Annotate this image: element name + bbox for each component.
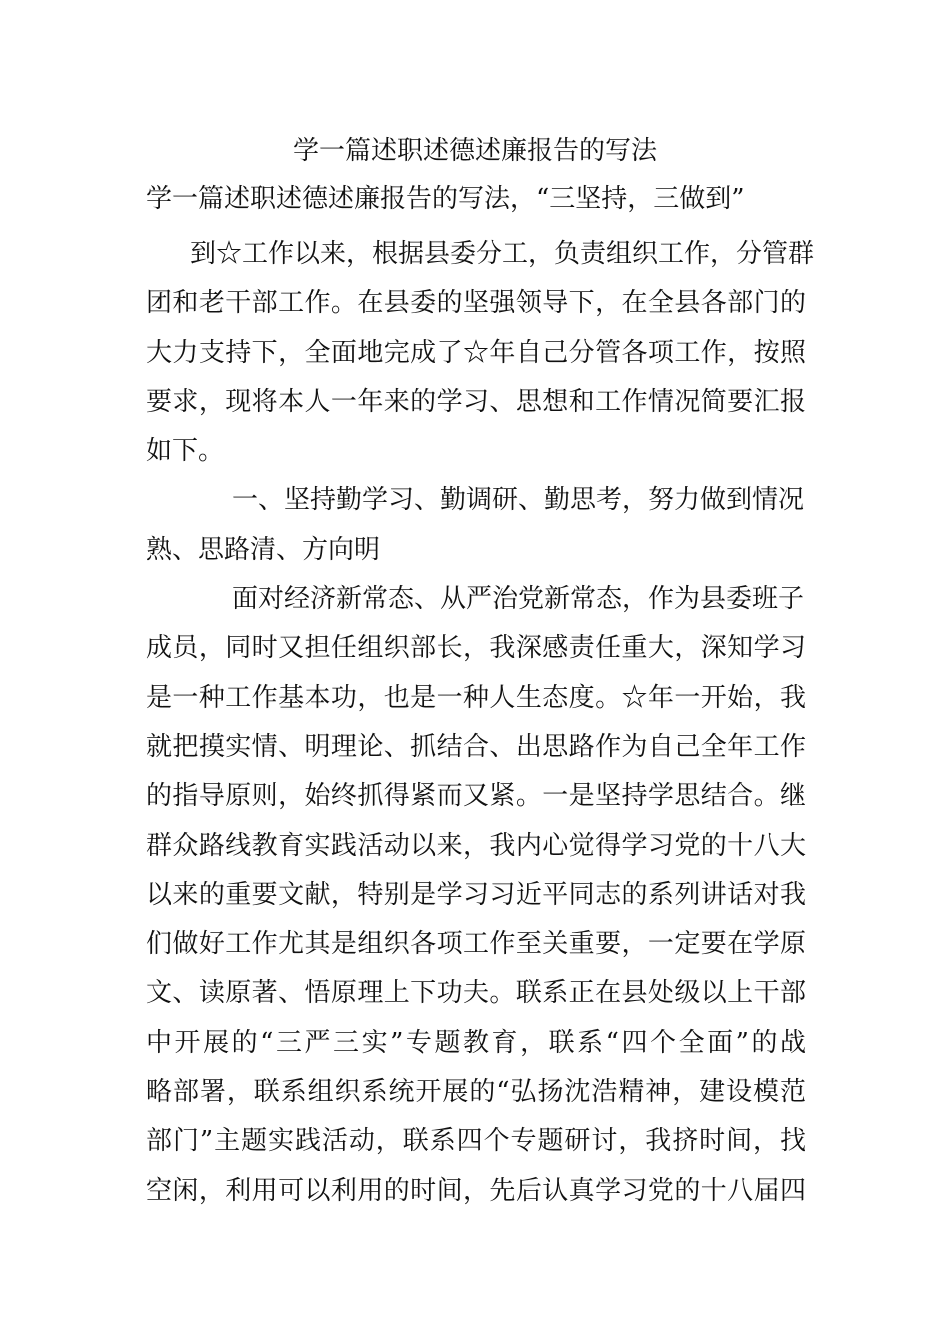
paragraph-line: 群众路线教育实践活动以来，我内心觉得学习党的十八大 [146,830,806,861]
document-subtitle: 学一篇述职述德述廉报告的写法，“三坚持，三做到” [146,184,745,214]
paragraph-line: 到☆工作以来，根据县委分工，负责组织工作，分管群 [190,239,815,269]
paragraph-line: 中开展的“三严三实”专题教育，联系“四个全面”的战 [146,1027,806,1058]
paragraph-line: 空闲，利用可以利用的时间，先后认真学习党的十八届四 [146,1175,806,1206]
section-heading-line: 一、坚持勤学习、勤调研、勤思考，努力做到情况 [232,485,805,516]
paragraph-line: 就把摸实情、明理论、抓结合、出思路作为自己全年工作 [146,731,806,762]
paragraph-line: 要求，现将本人一年来的学习、思想和工作情况简要汇报 [146,386,806,417]
paragraph-line: 如下。 [146,436,225,467]
paragraph-line: 的指导原则，始终抓得紧而又紧。一是坚持学思结合。继 [146,781,806,812]
paragraph-line: 文、读原著、悟原理上下功夫。联系正在县处级以上干部 [146,978,806,1009]
paragraph-line: 以来的重要文献，特别是学习习近平同志的系列讲话对我 [146,879,806,910]
paragraph-line: 是一种工作基本功，也是一种人生态度。☆年一开始，我 [146,682,806,713]
paragraph-line: 大力支持下，全面地完成了☆年自己分管各项工作，按照 [146,337,806,368]
paragraph-line: 略部署，联系组织系统开展的“弘扬沈浩精神，建设模范 [146,1077,806,1108]
paragraph-line: 成员，同时又担任组织部长，我深感责任重大，深知学习 [146,633,806,664]
document-body [146,230,815,1216]
document-title: 学一篇述职述德述廉报告的写法 [292,136,657,166]
paragraph-line: 面对经济新常态、从严治党新常态，作为县委班子 [232,584,805,615]
paragraph-line: 们做好工作尤其是组织各项工作至关重要，一定要在学原 [146,929,806,960]
section-heading-line: 熟、思路清、方向明 [146,534,381,565]
paragraph-line: 部门”主题实践活动，联系四个专题研讨，我挤时间，找 [146,1126,806,1157]
paragraph-line: 团和老干部工作。在县委的坚强领导下，在全县各部门的 [146,288,806,319]
